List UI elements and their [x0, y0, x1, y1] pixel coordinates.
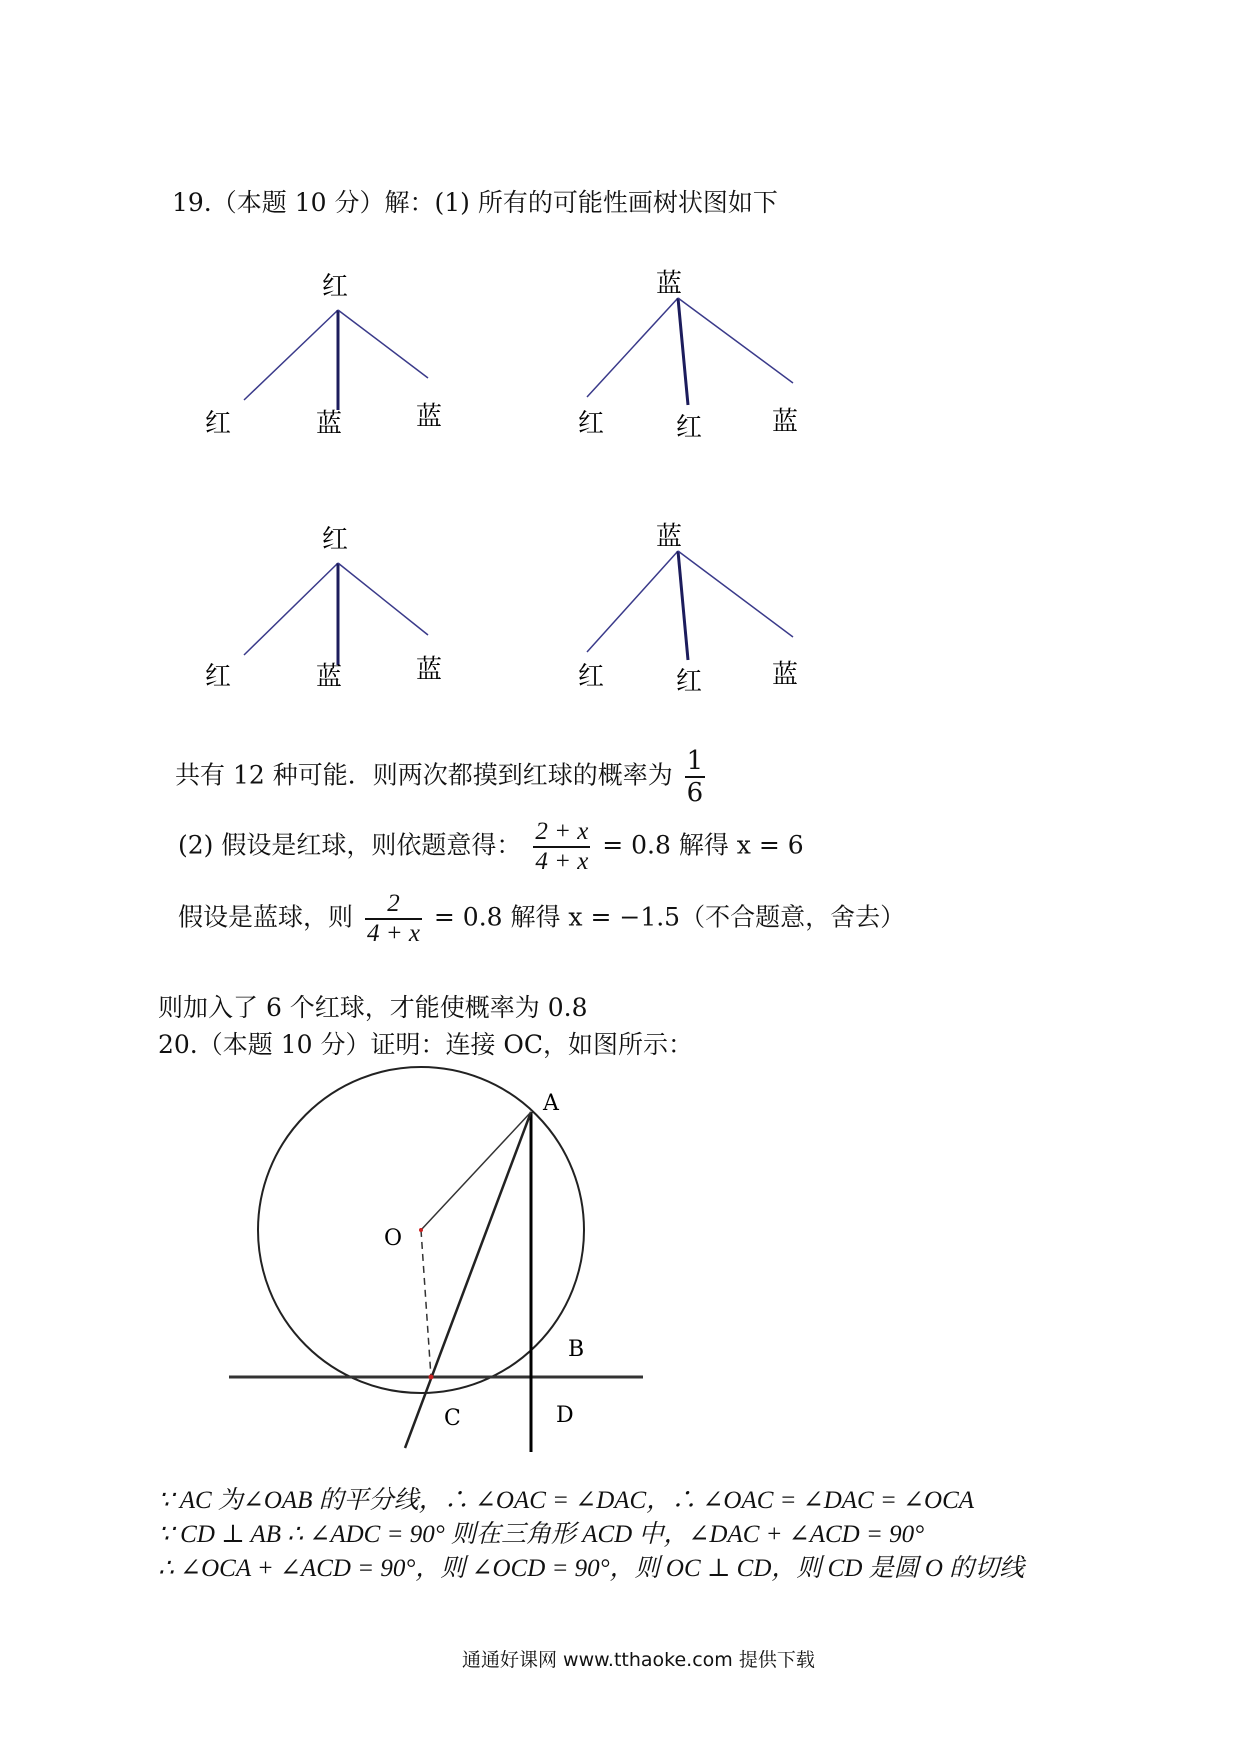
tree-3-leaf-2: 蓝 — [316, 662, 343, 692]
tree-1-root: 红 — [322, 272, 349, 302]
label-c: C — [444, 1406, 461, 1431]
tree-2-leaf-3: 蓝 — [772, 407, 799, 437]
line-ao — [421, 1112, 531, 1230]
label-d: D — [556, 1403, 574, 1428]
equation-blue-result: = 0.8 解得 x = −1.5（不合题意，舍去） — [433, 902, 906, 932]
point-c — [429, 1375, 434, 1380]
fraction-denominator: 6 — [686, 778, 704, 808]
fraction-numerator: 2 — [387, 890, 400, 917]
tree-4-leaf-3: 蓝 — [772, 660, 799, 690]
footer-source: 通通好课网 www.tthaoke.com 提供下载 — [462, 1649, 815, 1671]
equation-red-result: = 0.8 解得 x = 6 — [602, 830, 804, 860]
tree-4-leaf-2: 红 — [676, 667, 703, 697]
label-a: A — [543, 1091, 559, 1116]
proof-line-1: ∵ AC 为∠OAB 的平分线，∴ ∠OAC = ∠DAC，∴ ∠OAC = ∠DAC = ∠OCA — [158, 1487, 975, 1514]
proof-line-3: ∴ ∠OCA + ∠ACD = 90°，则 ∠OCD = 90°，则 OC ⊥ CD，则 CD 是圆 O 的切线 — [158, 1555, 1025, 1582]
tree-1-leaf-2: 蓝 — [316, 409, 343, 439]
q19-header: 19.（本题 10 分）解：(1) 所有的可能性画树状图如下 — [172, 188, 778, 217]
fraction-numerator: 1 — [686, 746, 704, 776]
segment-oc — [421, 1230, 431, 1377]
label-b: B — [568, 1337, 585, 1362]
q20-header: 20.（本题 10 分）证明：连接 OC，如图所示： — [158, 1030, 694, 1059]
point-o — [419, 1228, 423, 1232]
fraction-denominator: 4 + x — [535, 848, 589, 875]
tree-3-root: 红 — [322, 525, 349, 555]
tree-1-leaf-1: 红 — [205, 409, 232, 439]
equation-blue-intro: 假设是蓝球，则 — [178, 902, 354, 932]
tree-2-root: 蓝 — [656, 269, 683, 299]
tree-2-leaf-1: 红 — [578, 409, 605, 439]
tree-4-root: 蓝 — [656, 522, 683, 552]
tree-3-leaf-3: 蓝 — [416, 655, 443, 685]
fraction-numerator: 2 + x — [535, 818, 589, 845]
label-o: O — [384, 1226, 403, 1251]
tree-1-leaf-3: 蓝 — [416, 402, 443, 432]
fraction-denominator: 4 + x — [366, 920, 420, 947]
tree-3-leaf-1: 红 — [205, 662, 232, 692]
equation-red-intro: (2) 假设是红球，则依题意得： — [178, 830, 522, 860]
q19-conclusion: 则加入了 6 个红球，才能使概率为 0.8 — [158, 993, 588, 1022]
tree-2-leaf-2: 红 — [676, 413, 703, 443]
proof-line-2: ∵ CD ⊥ AB ∴ ∠ADC = 90° 则在三角形 ACD 中，∠DAC + ∠ACD = 90° — [158, 1521, 925, 1548]
probability-text: 共有 12 种可能．则两次都摸到红球的概率为 — [175, 760, 673, 790]
tree-4-leaf-1: 红 — [578, 662, 605, 692]
